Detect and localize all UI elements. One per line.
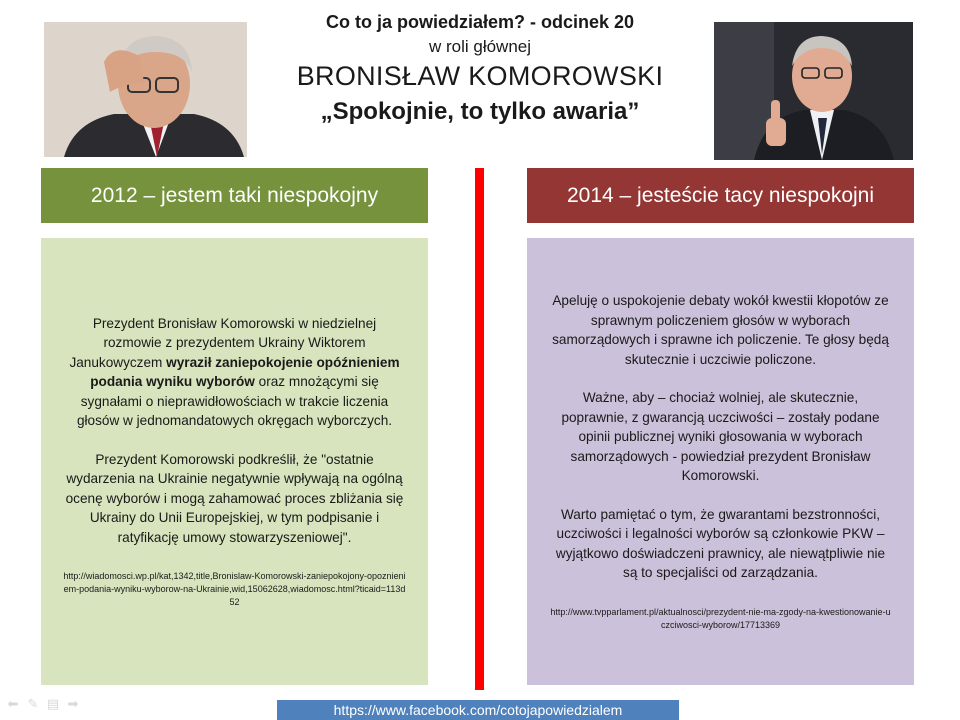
right-paragraph-2: Ważne, aby – chociaż wolniej, ale skutecznie, poprawnie, z gwarancją uczciwości – zostały podane opinii publicznej wyniki głosowania w wyborach samorządowych - powiedział prezydent Bronisław Komorowski. bbox=[561, 390, 880, 484]
slide-navigation bbox=[6, 697, 80, 711]
portrait-worried-image bbox=[44, 22, 247, 157]
photo-left bbox=[44, 22, 247, 157]
right-column-title: 2014 – jesteście tacy niespokojni bbox=[527, 168, 914, 223]
portrait-thumbs-up-image bbox=[714, 22, 913, 160]
left-source-link[interactable]: http://wiadomosci.wp.pl/kat,1342,title,Bronislaw-Komorowski-zaniepokojony-opoznieniem-podania-wyniku-wyborow-na-Ukrainie,wid,15062628,wiadomosc.html?ticaid=113d52 bbox=[63, 571, 406, 608]
left-para1-end: oraz mnożącymi się sygnałami o nieprawidłowościach w trakcie liczenia głosów w jednomandatowych okręgach wyborczych. bbox=[76, 374, 393, 429]
left-para1-start: Prezydent Bronisław Komorowski w niedzielnej rozmowie z prezydentem Ukrainy Wiktorem Janukowyczem bbox=[69, 315, 377, 370]
quote-title: „Spokojnie, to tylko awaria” bbox=[320, 98, 640, 125]
right-paragraph-1: Apeluję o uspokojenie debaty wokół kwestii kłopotów ze sprawnym policzeniem głosów w wyborach samorządowych i sprawne ich policzenie. Te głosy będą skutecznie i uczciwie policzone. bbox=[552, 293, 889, 367]
left-paragraph-1 bbox=[63, 314, 406, 431]
person-name: BRONISŁAW KOMOROWSKI bbox=[296, 61, 664, 91]
right-paragraph-3: Warto pamiętać o tym, że gwarantami bezstronności, uczciwości i legalności wyborów są członkowie PKW – wyjątkowo doświadczeni prawnicy, ale niewątpliwie nie są to specjaliści od zarządzania. bbox=[555, 506, 886, 581]
left-paragraph-2: Prezydent Komorowski podkreślił, że "ostatnie wydarzenia na Ukrainie negatywnie wpływają na ogólną ocenę wyborów i mogą zahamować proces zbliżania się Ukrainy do Unii Europejskiej, w tym podpisanie i ratyfikację umowy stowarzyszeniowej". bbox=[65, 451, 404, 545]
left-panel bbox=[41, 238, 428, 685]
right-source-link[interactable]: http://www.tvpparlament.pl/aktualnosci/prezydent-nie-ma-zgody-na-kwestionowanie-uczciwosci-wyborow/17713369 bbox=[550, 606, 891, 630]
back-arrow-icon[interactable]: ⬅ bbox=[7, 696, 19, 711]
slides-menu-icon[interactable]: ▤ bbox=[46, 696, 60, 711]
role-caption: w roli głównej bbox=[428, 37, 532, 56]
red-divider bbox=[475, 168, 484, 690]
pen-icon[interactable]: ✎ bbox=[27, 696, 39, 711]
facebook-url-banner[interactable]: https://www.facebook.com/cotojapowiedzialem bbox=[277, 700, 679, 720]
header bbox=[260, 10, 700, 126]
forward-arrow-icon[interactable]: ➡ bbox=[67, 696, 79, 711]
photo-right bbox=[714, 22, 913, 160]
right-panel bbox=[527, 238, 914, 685]
left-para1-bold: wyraził zaniepokojenie opóźnieniem podania wyniku wyborów bbox=[90, 354, 400, 390]
episode-title: Co to ja powiedziałem? - odcinek 20 bbox=[325, 12, 635, 32]
left-column-title: 2012 – jestem taki niespokojny bbox=[41, 168, 428, 223]
